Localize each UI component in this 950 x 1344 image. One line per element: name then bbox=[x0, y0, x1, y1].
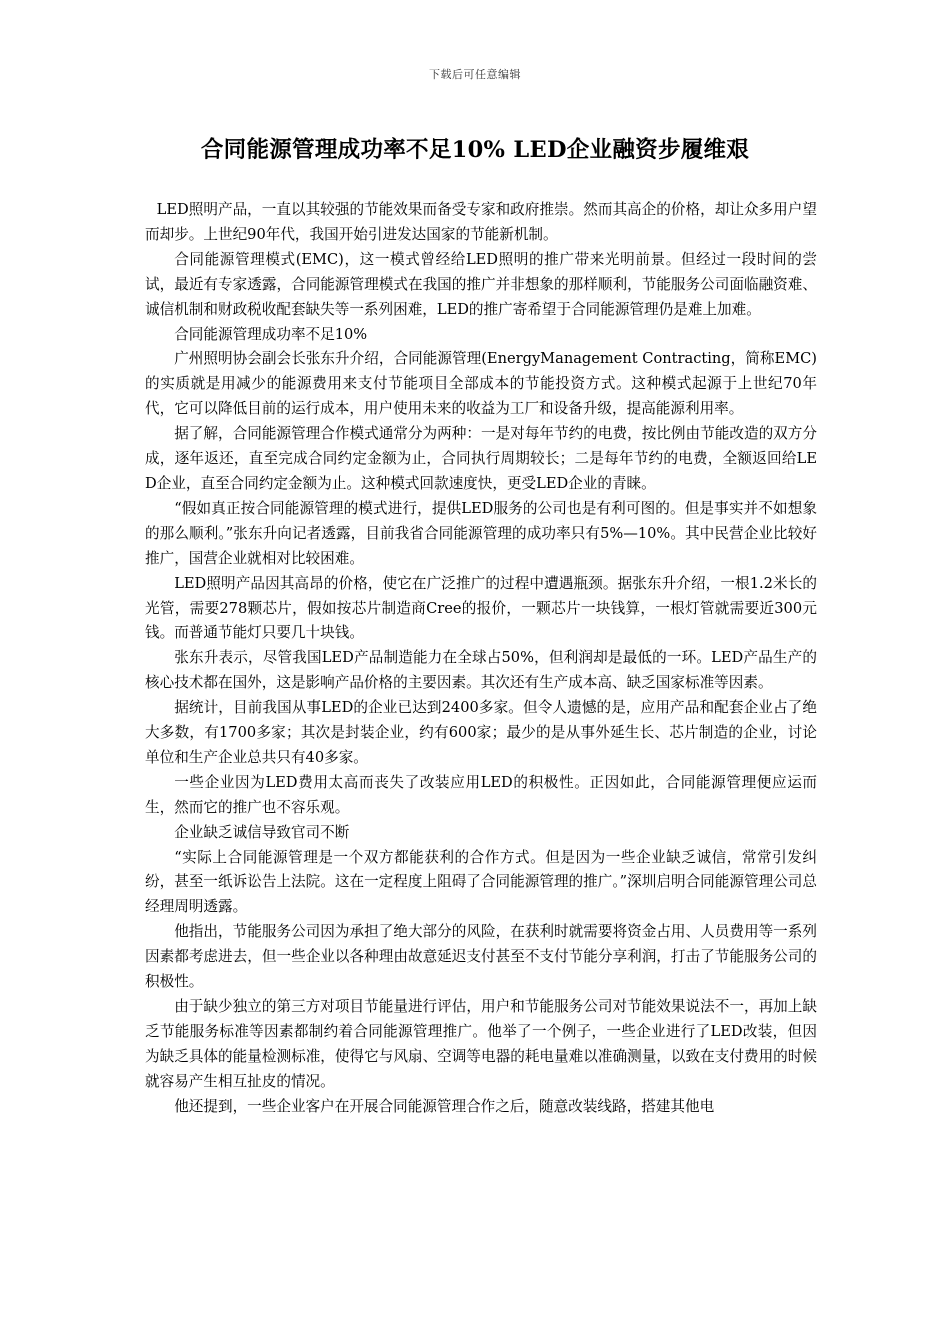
paragraph: 由于缺少独立的第三方对项目节能量进行评估，用户和节能服务公司对节能效果说法不一，再加上缺乏节能服务标准等因素都制约着合同能源管理推广。他举了一个例子，一些企业进行了LED改装，但因为缺乏具体的能量检测标准，使得它与风扇、空调等电器的耗电量难以准确测量，以致在支付费用的时候就容易产生相互扯皮的情况。 bbox=[145, 998, 817, 1090]
paragraph: LED照明产品，一直以其较强的节能效果而备受专家和政府推崇。然而其高企的价格，却让众多用户望而却步。上世纪90年代，我国开始引进发达国家的节能新机制。 bbox=[145, 201, 817, 243]
paragraph: 广州照明协会副会长张东升介绍，合同能源管理(EnergyManagement Contracting，简称EMC)的实质就是用减少的能源费用来支付节能项目全部成本的节能投资方式。这种模式起源于上世纪70年代，它可以降低目前的运行成本，用户使用未来的收益为工厂和设备升级，提高能源利用率。 bbox=[145, 350, 817, 418]
paragraph: 张东升表示，尽管我国LED产品制造能力在全球占50%，但利润却是最低的一环。LED产品生产的核心技术都在国外，这是影响产品价格的主要因素。其次还有生产成本高、缺乏国家标准等因素。 bbox=[145, 649, 817, 692]
paragraph: “实际上合同能源管理是一个双方都能获利的合作方式。但是因为一些企业缺乏诚信，常常引发纠纷，甚至一纸诉讼告上法院。这在一定程度上阻碍了合同能源管理的推广。”深圳启明合同能源管理公司总经理周明透露。 bbox=[145, 848, 817, 916]
article-title: 合同能源管理成功率不足10% LED企业融资步履维艰 bbox=[200, 137, 750, 163]
paragraph: 据了解，合同能源管理合作模式通常分为两种：一是对每年节约的电费，按比例由节能改造的双方分成，逐年返还，直至完成合同约定金额为止，合同执行周期较长；二是每年节约的电费，全额返回给LED企业，直至合同约定金额为止。这种模式回款速度快，更受LED企业的青睐。 bbox=[145, 425, 817, 492]
paragraph: 他还提到，一些企业客户在开展合同能源管理合作之后，随意改装线路，搭建其他电 bbox=[174, 1097, 715, 1115]
paragraph: 一些企业因为LED费用太高而丧失了改装应用LED的积极性。正因如此，合同能源管理便应运而生，然而它的推广也不容乐观。 bbox=[145, 773, 817, 816]
paragraph: 据统计，目前我国从事LED的企业已达到2400多家。但令人遗憾的是，应用产品和配套企业占了绝大多数，有1700多家；其次是封装企业，约有600家；最少的是从事外延生长、芯片制造的企业，讨论单位和生产企业总共只有40多家。 bbox=[145, 699, 817, 766]
section-heading: 合同能源管理成功率不足10% bbox=[174, 325, 368, 343]
paragraph: LED照明产品因其高昂的价格，使它在广泛推广的过程中遭遇瓶颈。据张东升介绍，一根1.2米长的光管，需要278颗芯片，假如按芯片制造商Cree的报价，一颗芯片一块钱算，一根灯管就需要近300元钱。而普通节能灯只要几十块钱。 bbox=[145, 574, 817, 642]
article-body bbox=[145, 198, 817, 1120]
paragraph: 他指出，节能服务公司因为承担了绝大部分的风险，在获利时就需要将资金占用、人员费用等一系列因素都考虑进去，但一些企业以各种理由故意延迟支付甚至不支付节能分享利润，打击了节能服务公司的积极性。 bbox=[145, 923, 817, 991]
paragraph: “假如真正按合同能源管理的模式进行，提供LED服务的公司也是有利可图的。但是事实并不如想象的那么顺利。”张东升向记者透露，目前我省合同能源管理的成功率只有5%—10%。其中民营企业比较好推广，国营企业就相对比较困难。 bbox=[145, 499, 817, 567]
section-heading: 企业缺乏诚信导致官司不断 bbox=[174, 823, 350, 841]
header-note: 下载后可任意编辑 bbox=[429, 68, 521, 81]
paragraph: 合同能源管理模式(EMC)，这一模式曾经给LED照明的推广带来光明前景。但经过一段时间的尝试，最近有专家透露，合同能源管理模式在我国的推广并非想象的那样顺利，节能服务公司面临融资难、诚信机制和财政税收配套缺失等一系列困难，LED的推广寄希望于合同能源管理仍是难上加难。 bbox=[145, 250, 817, 318]
